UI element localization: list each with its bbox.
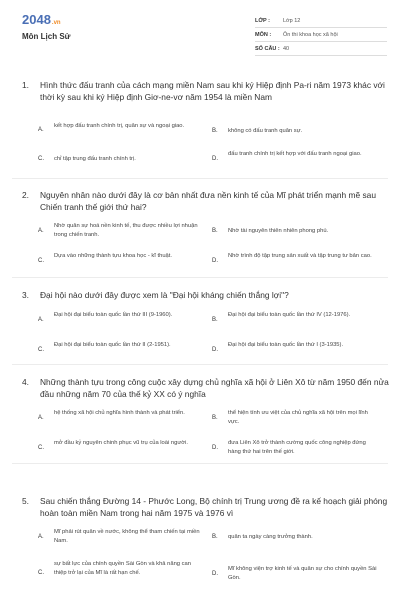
meta-value: Ôn thi khoa học xã hội [283,31,338,38]
option-a[interactable] [38,409,204,421]
option-c[interactable] [38,155,204,164]
option-text: Nhờ trình độ tập trung sản xuất và tập trung tư bản cao. [228,253,372,259]
question-body: Nguyên nhân nào dưới đây là cơ bản nhất đưa nền kinh tế của Mĩ phát triển mạnh mẽ sau Chiến tranh thế giới thứ hai? [40,190,377,212]
question-body: Những thành tựu trong công cuộc xây dựng chủ nghĩa xã hội ở Liên Xô từ năm 1950 đến nửa đầu những năm 70 của thế kỷ XX có ý nghĩa [40,377,389,399]
question-text [22,495,392,519]
question-number: 3. [22,290,29,300]
option-letter: D. [212,347,218,353]
question-number: 2. [22,190,29,200]
meta-key: LỚP : [255,17,270,24]
option-text: Đại hội đại biểu toàn quốc lần thứ IV (12-1976). [228,312,351,318]
option-text: Đại hội đại biểu toàn quốc lần thứ II (2-1951). [54,342,171,348]
option-a[interactable] [38,122,204,131]
option-text: Đại hội đại biểu toàn quốc lần thứ III (9-1960). [54,312,173,318]
option-letter: B. [212,415,218,421]
option-letter: C. [38,570,44,576]
exam-meta [255,14,387,56]
option-text: Nhờ tài nguyên thiên nhiên phong phú. [228,228,329,234]
option-letter: B. [212,228,218,234]
meta-key: MÔN : [255,31,272,38]
option-letter: B. [212,317,218,323]
subject-title: Môn Lịch Sử [22,32,71,41]
option-letter: C. [38,347,44,353]
question-number: 1. [22,80,29,90]
question-divider [12,277,388,278]
meta-row-subject [255,28,387,42]
option-text: mở đầu kỷ nguyên chinh phục vũ trụ của loài người. [54,440,188,446]
option-letter: D. [212,156,218,162]
option-letter: C. [38,258,44,264]
option-b[interactable] [212,409,378,427]
option-b[interactable] [212,127,378,136]
logo-main: 2048 [22,12,51,27]
question-body: Sau chiến thắng Đường 14 - Phước Long, Bộ chính trị Trung ương đề ra kế hoạch giải phóng hoàn toàn miền Nam trong hai năm 1975 và 1976 vì [40,496,388,518]
option-letter: A. [38,534,44,540]
question-text [22,189,392,213]
option-letter: B. [212,128,218,134]
option-letter: C. [38,445,44,451]
option-letter: D. [212,445,218,451]
option-text: đấu tranh chính trị kết hợp với đấu tranh ngoại giao. [228,151,362,157]
option-letter: D. [212,571,218,577]
option-d[interactable] [212,565,378,583]
question-divider [12,364,388,365]
option-letter: C. [38,156,44,162]
option-text: Đại hội đại biểu toàn quốc lần thứ I (3-1935). [228,342,344,348]
option-text: Mĩ phải rút quân về nước, không thể tham chiến tại miền Nam. [54,529,200,544]
option-text: hệ thống xã hội chủ nghĩa hình thành và phát triển. [54,410,185,416]
option-d[interactable] [212,341,378,353]
question-text [22,376,392,400]
option-letter: A. [38,127,44,133]
option-text: chỉ tập trung đấu tranh chính trị. [54,156,136,162]
option-c[interactable] [38,560,204,578]
option-c[interactable] [38,439,204,451]
question-body: Đại hội nào dưới đây được xem là "Đại hội kháng chiến thắng lợi"? [40,290,289,300]
option-a[interactable] [38,311,204,323]
question-divider [12,463,388,464]
option-text: thể hiện tính ưu việt của chủ nghĩa xã hội trên mọi lĩnh vực. [228,410,368,425]
option-c[interactable] [38,252,204,264]
option-b[interactable] [212,311,378,323]
option-d[interactable] [212,150,378,162]
option-c[interactable] [38,341,204,353]
option-text: kết hợp đấu tranh chính trị, quân sự và ngoại giao. [54,123,185,129]
meta-row-count [255,42,387,56]
option-a[interactable] [38,528,204,546]
option-b[interactable] [212,227,378,236]
option-letter: B. [212,534,218,540]
meta-value: Lớp 12 [283,17,301,24]
question-text [22,289,392,301]
logo-suffix: .vn [51,20,61,26]
option-text: quân ta ngày càng trưởng thành. [228,534,313,540]
option-letter: A. [38,317,44,323]
option-text: Mĩ không viện trợ kinh tế và quân sự cho chính quyền Sài Gòn. [228,566,377,581]
question-divider [12,178,388,179]
meta-row-grade [255,14,387,28]
site-logo[interactable] [22,12,61,27]
option-text: không có đấu tranh quân sự. [228,128,303,134]
option-letter: D. [212,258,218,264]
option-a[interactable] [38,222,204,240]
meta-value: 40 [283,45,290,52]
question-body: Hình thức đấu tranh của cách mạng miền Nam sau khi ký Hiệp định Pa-ri năm 1973 khác với thời kỳ sau khi ký Hiệp định Giơ-ne-vơ năm 1954 là miền Nam [40,80,385,102]
question-number: 5. [22,496,29,506]
question-text [22,79,392,103]
option-letter: A. [38,228,44,234]
option-text: Nhờ quân sự hoá nền kinh tế, thu được nhiều lợi nhuận trong chiến tranh. [54,223,198,238]
option-d[interactable] [212,252,378,264]
option-text: Dựa vào những thành tựu khoa học - kĩ thuật. [54,253,172,259]
option-text: sự bất lực của chính quyền Sài Gòn và khả năng can thiệp trở lại của Mĩ là rất hạn chế. [54,561,191,576]
option-d[interactable] [212,439,378,457]
option-text: đưa Liên Xô trở thành cường quốc công nghiệp đứng hàng thứ hai trên thế giới. [228,440,366,455]
meta-key: SỐ CÂU : [255,45,280,52]
option-letter: A. [38,415,44,421]
option-b[interactable] [212,533,378,542]
page-header [0,0,400,64]
question-number: 4. [22,377,29,387]
